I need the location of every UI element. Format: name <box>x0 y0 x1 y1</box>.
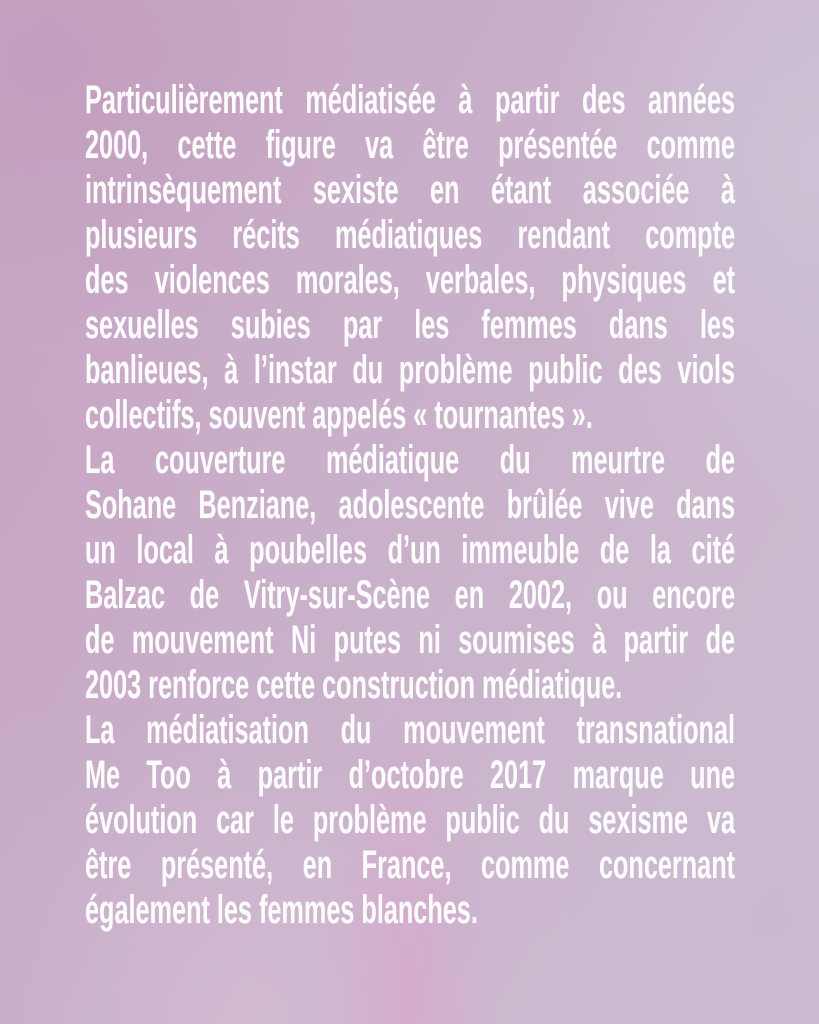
text-line: banlieues, à l’instar du problème public des viols <box>85 348 736 392</box>
text-line: Me Too à partir d’octobre 2017 marque une <box>85 753 736 797</box>
paragraph-2 <box>85 438 735 708</box>
text-line: également les femmes blanches. <box>85 888 478 932</box>
text-line: La médiatisation du mouvement transnational <box>85 708 736 752</box>
text-scaler <box>85 78 735 933</box>
text-line: Particulièrement médiatisée à partir des années <box>85 78 736 122</box>
text-line: Balzac de Vitry-sur-Scène en 2002, ou encore <box>85 573 736 617</box>
text-line: sexuelles subies par les femmes dans les <box>85 303 736 347</box>
text-line: être présenté, en France, comme concernant <box>85 843 736 887</box>
text-line: des violences morales, verbales, physiques et <box>85 258 736 302</box>
text-line: Sohane Benziane, adolescente brûlée vive dans <box>85 483 736 527</box>
text-line: collectifs, souvent appelés « tournantes ». <box>85 393 593 437</box>
text-line: un local à poubelles d’un immeuble de la cité <box>85 528 736 572</box>
paragraph-1 <box>85 78 735 438</box>
text-line: plusieurs récits médiatiques rendant compte <box>85 213 736 257</box>
paragraph-3 <box>85 708 735 933</box>
text-line: évolution car le problème public du sexisme va <box>85 798 736 842</box>
text-line: La couverture médiatique du meurtre de <box>85 438 736 482</box>
text-line: 2003 renforce cette construction médiatique. <box>85 663 623 707</box>
text-line: intrinsèquement sexiste en étant associée à <box>85 168 736 212</box>
text-line: 2000, cette figure va être présentée comme <box>85 123 736 167</box>
text-line: de mouvement Ni putes ni soumises à partir de <box>85 618 736 662</box>
body-text <box>85 78 735 933</box>
